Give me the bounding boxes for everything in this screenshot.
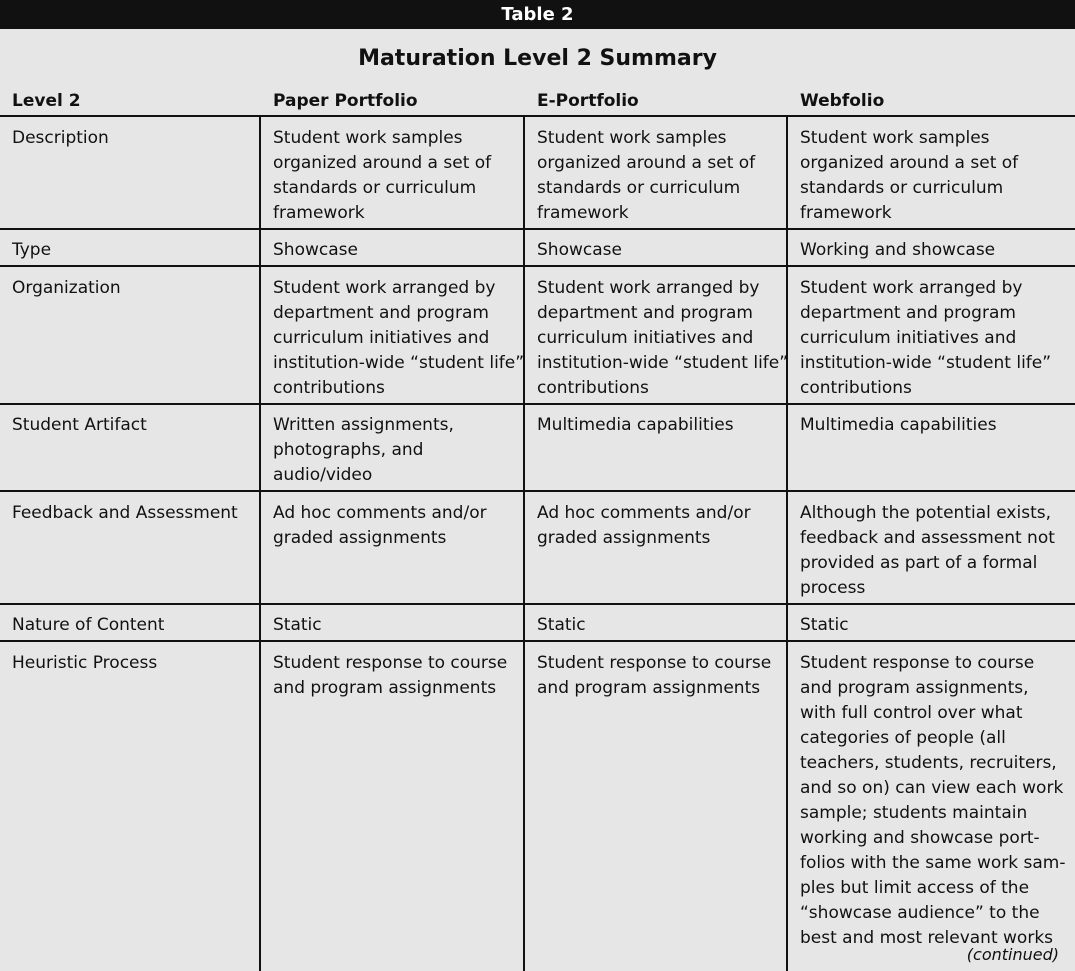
row-divider [0, 228, 1075, 230]
row-divider [0, 265, 1075, 267]
cell-feedback-paper: Ad hoc comments and/or graded assignments [273, 503, 487, 548]
column-header-webfolio: Webfolio [800, 91, 885, 111]
cell-feedback-eportfolio: Ad hoc comments and/or graded assignments [537, 503, 751, 548]
column-header-level: Level 2 [12, 91, 81, 111]
cell-type-webfolio: Working and showcase [800, 240, 996, 260]
table-banner: Table 2 [0, 0, 1075, 29]
cell-description-paper: Student work samples organized around a set of standards or curriculum framework [273, 128, 492, 223]
cell-organization-paper: Student work arranged by department and program curriculum initiatives and institution-wide “student life” contributions [273, 278, 525, 398]
cell-artifact-eportfolio: Multimedia capabilities [537, 415, 734, 435]
row-label-heuristic-process: Heuristic Process [12, 653, 158, 673]
cell-artifact-paper: Written assignments, photographs, and audio/video [273, 415, 454, 485]
cell-heuristic-paper: Student response to course and program assignments [273, 653, 508, 698]
column-divider [786, 116, 788, 971]
cell-nature-webfolio: Static [800, 615, 849, 635]
cell-description-webfolio: Student work samples organized around a set of standards or curriculum framework [800, 128, 1019, 223]
cell-nature-paper: Static [273, 615, 322, 635]
row-divider [0, 603, 1075, 605]
cell-type-eportfolio: Showcase [537, 240, 622, 260]
row-label-description: Description [12, 128, 109, 148]
row-divider [0, 640, 1075, 642]
header-rule [0, 115, 1075, 117]
row-divider [0, 490, 1075, 492]
cell-heuristic-eportfolio: Student response to course and program assignments [537, 653, 772, 698]
cell-nature-eportfolio: Static [537, 615, 586, 635]
row-label-student-artifact: Student Artifact [12, 415, 147, 435]
row-label-type: Type [12, 240, 52, 260]
cell-organization-eportfolio: Student work arranged by department and program curriculum initiatives and institution-wide “student life” contributions [537, 278, 789, 398]
cell-description-eportfolio: Student work samples organized around a set of standards or curriculum framework [537, 128, 756, 223]
cell-organization-webfolio: Student work arranged by department and program curriculum initiatives and institution-wide “student life” contributions [800, 278, 1052, 398]
column-divider [259, 116, 261, 971]
table-title: Maturation Level 2 Summary [358, 46, 717, 71]
row-label-nature-of-content: Nature of Content [12, 615, 165, 635]
cell-feedback-webfolio: Although the potential exists, feedback and assessment not provided as part of a formal process [800, 503, 1055, 598]
column-header-e-portfolio: E-Portfolio [537, 91, 639, 111]
column-divider [523, 116, 525, 971]
row-divider [0, 403, 1075, 405]
row-label-feedback-assessment: Feedback and Assessment [12, 503, 238, 523]
row-label-organization: Organization [12, 278, 121, 298]
cell-heuristic-webfolio: Student response to course and program assignments, with full control over what categories of people (all teachers, students, recruiters, and so on) can view each work sample; students maintain working and showcase port- folios with the same work sam- ples but limit access of the “showcase audience” to the best and most relevant works [800, 653, 1066, 948]
continued-note: (continued) [966, 945, 1059, 964]
column-header-paper-portfolio: Paper Portfolio [273, 91, 418, 111]
cell-artifact-webfolio: Multimedia capabilities [800, 415, 997, 435]
cell-type-paper: Showcase [273, 240, 358, 260]
